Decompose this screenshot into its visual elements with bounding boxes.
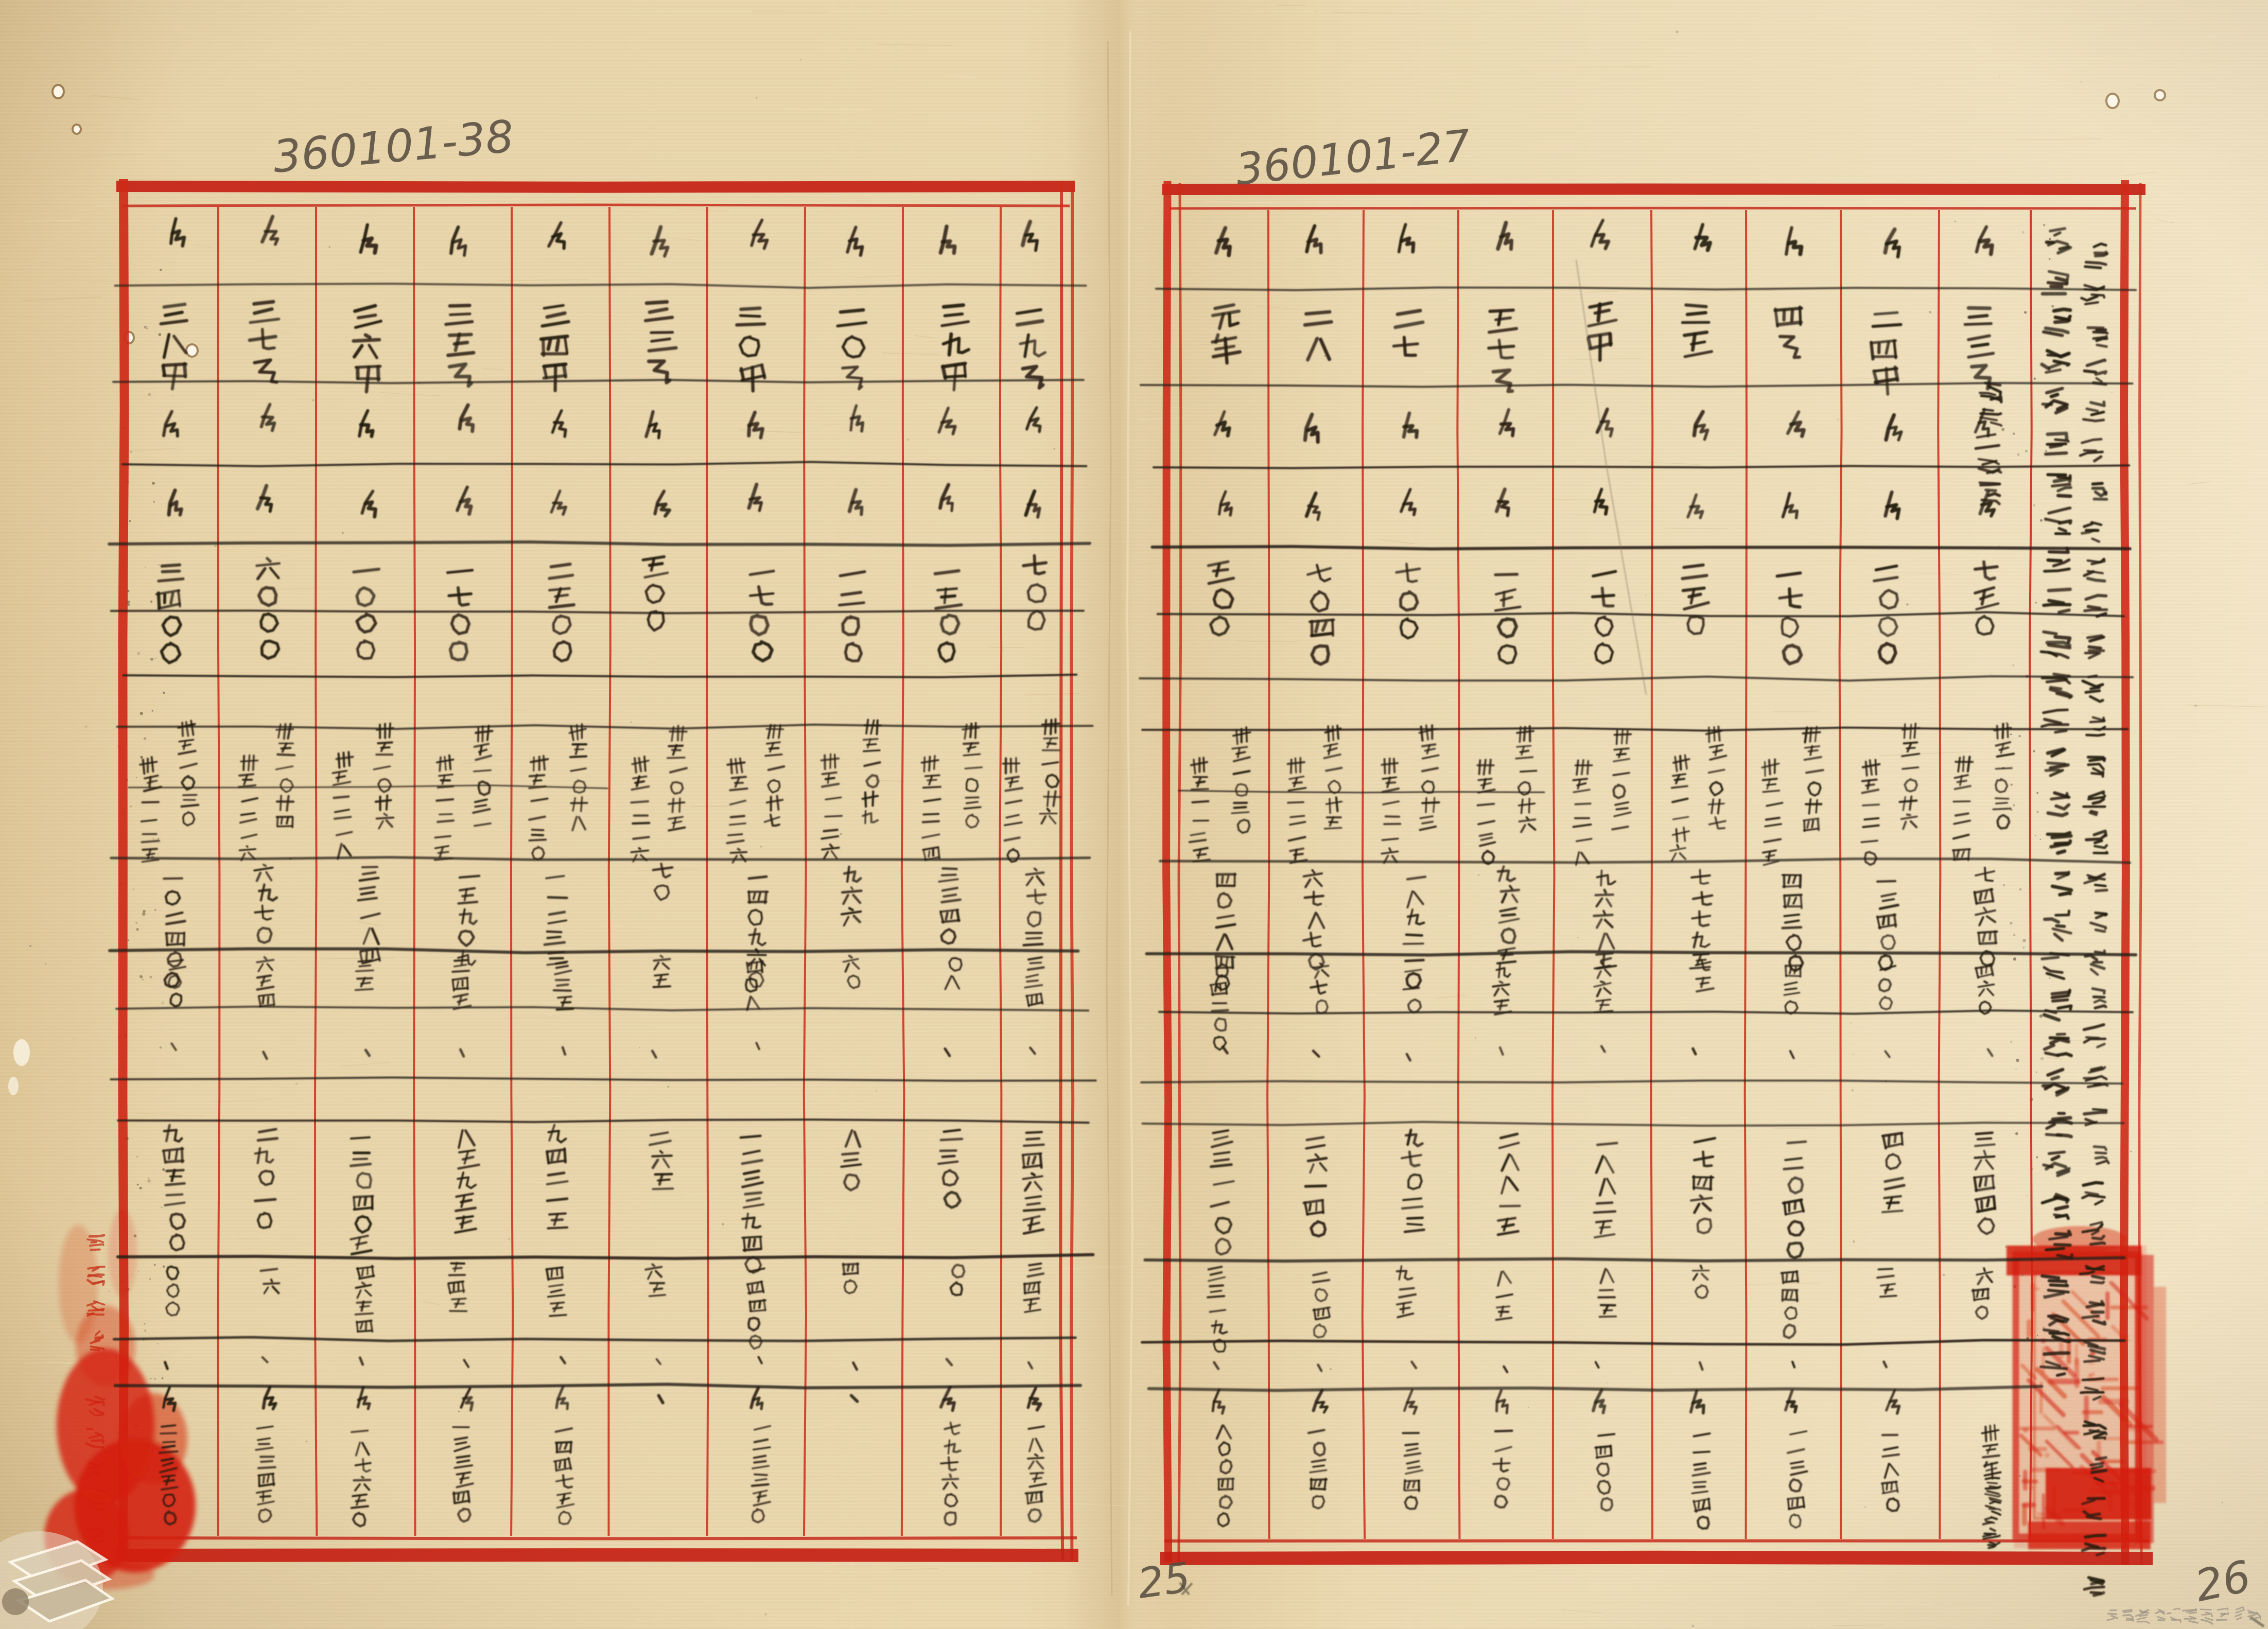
archive-code-right: 360101-27	[1233, 120, 1473, 195]
archive-code-left: 360101-38	[271, 111, 516, 183]
page-number-left: 25	[1135, 1553, 1194, 1608]
page-number-right: 26	[2190, 1551, 2255, 1612]
